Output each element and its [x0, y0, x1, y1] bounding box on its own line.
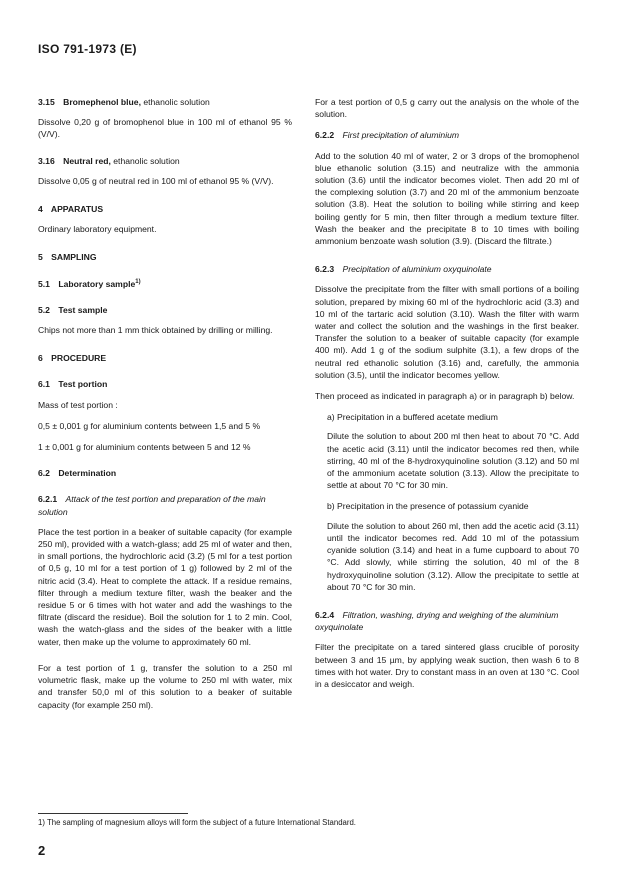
section-5-2-body: Chips not more than 1 mm thick obtained by drilling or milling. — [38, 325, 273, 336]
section-6-2-2-heading: 6.2.2 First precipitation of aluminium — [315, 130, 460, 141]
section-6-2-4-body: Filter the precipitate on a tared sintered glass crucible of porosity between 3 and 15 µm, by applying weak suction, then wash 6 to 8 times with hot water. Dry to constant mass in an oven at 130 °C. Cool in a desiccator and weigh. — [315, 642, 579, 689]
section-6-2-2-body: Add to the solution 40 ml of water, 2 or 3 drops of the bromophenol blue ethanolic solution (3.15) and neutralize with the ammonia solution (3.6) until the indicator becomes violet. Then add 20 ml of the complexing solution (3.7) and 20 ml of the ammonium benzoate solution (3.8). Heat the solution to boiling while stirring and keep boiling gently for 5 min, then filter through a medium texture filter. Wash the beaker and the precipitate 8 to 10 times with boiling ammonium benzoate wash solution (3.9). (Discard the filtrate.) — [315, 150, 579, 247]
procedure-a-heading: a) Precipitation in a buffered acetate medium — [327, 412, 498, 423]
right-intro: For a test portion of 0,5 g carry out the analysis on the whole of the solution. — [315, 97, 579, 120]
section-3-15-body: Dissolve 0,20 g of bromophenol blue in 100 ml of ethanol 95 % (V/V). — [38, 117, 292, 140]
section-3-16-heading: 3.16 Neutral red, ethanolic solution — [38, 155, 180, 166]
section-6-2-3-heading: 6.2.3 Precipitation of aluminium oxyquinolate — [315, 264, 492, 275]
page-number: 2 — [38, 843, 46, 858]
procedure-a-body: Dilute the solution to about 200 ml then heat to about 70 °C. Add the acetic acid (3.11) until the indicator becomes red then, while stirring, 40 ml of the 8-hydroxyquinoline solution (3.12) and 50 ml of the ammonium acetate solution (3.13). Allow the precipitate to settle at about 70 °C for 30 min. — [327, 431, 579, 491]
section-6-2-1-body-1: Place the test portion in a beaker of suitable capacity (for example 250 ml), provided with a watch-glass; add 25 ml of water and then, in small portions, the hydrochloric acid (3.2) (5 ml for a test portion of 0,5 g, 10 ml for a test portion of 1 g) followed by 2 ml of the nitric acid (3.4). Heat to complete the attack. If a residue remains, filter through a medium texture filter, wash the beaker and the residue 5 or 6 times with hot water and add the washings to the filtrate (discard the residue). Boil the solution for 1 to 2 min. Cool, wash the watch-glass and the sides of the beaker with a little water, then make up the volume to approximately 60 ml. — [38, 526, 292, 647]
section-6-1-intro: Mass of test portion : — [38, 399, 118, 410]
section-5-2-heading: 5.2 Test sample — [38, 304, 108, 315]
section-6-1-heading: 6.1 Test portion — [38, 379, 108, 390]
section-6-2-3-body-1: Dissolve the precipitate from the filter with small portions of a boiling solution, prepared by mixing 60 ml of the hydrochloric acid (3.3) and 10 ml of the tartaric acid solution (3.10). Wash the filter with warm water and collect the solution and the washings in the first beaker. Transfer the solution to a beaker of suitable capacity (for example 400 ml). Add 1 g of the sodium sulphite (3.1), a few drops of the neutral red ethanolic solution (3.16) and, carefully, the ammonia solution (3.5), until the indicator becomes yellow. — [315, 284, 579, 380]
section-5-1-heading: 5.1 Laboratory sample$^{1)}$ — [38, 278, 141, 289]
section-6-heading: 6 PROCEDURE — [38, 353, 107, 364]
section-6-2-4-heading: 6.2.4 Filtration, washing, drying and weighing of the aluminium oxyquinolate — [315, 609, 559, 633]
footnote — [38, 818, 356, 828]
left-column — [38, 96, 292, 720]
section-6-1-line-2: 1 ± 0,001 g for aluminium contents between 5 and 12 % — [38, 442, 251, 453]
section-3-15-heading: 3.15 Bromephenol blue, ethanolic solution — [38, 97, 210, 107]
section-3-16-body: Dissolve 0,05 g of neutral red in 100 ml of ethanol 95 % (V/V). — [38, 175, 274, 186]
footnote-divider — [38, 813, 188, 814]
section-6-1-line-1: 0,5 ± 0,001 g for aluminium contents between 1,5 and 5 % — [38, 420, 261, 431]
section-4-body: Ordinary laboratory equipment. — [38, 224, 157, 235]
section-6-2-heading: 6.2 Determination — [38, 468, 117, 479]
right-column — [315, 96, 579, 699]
section-6-2-1-heading: 6.2.1 Attack of the test portion and preparation of the main solution — [38, 494, 266, 517]
footnote-text: The sampling of magnesium alloys will form the subject of a future International Standard. — [46, 818, 356, 827]
section-6-2-1-body-2: For a test portion of 1 g, transfer the solution to a 250 ml volumetric flask, make up the volume to 250 ml with water, mix and transfer 50,0 ml of this solution to a beaker of suitable capacity (for example 250 ml). — [38, 662, 292, 710]
document-header: ISO 791-1973 (E) — [38, 42, 137, 56]
procedure-b-body: Dilute the solution to about 260 ml, then add the acetic acid (3.11) until the indicator becomes red. Add 10 ml of the potassium cyanide solution (3.14) and heat in a fume cupboard to about 70 °C. Add slowly, while stirring the solution, 40 ml of the 8 hydroxyquinoline solution (3.12). Allow the precipitate to settle at about 70 °C for 30 min. — [327, 520, 579, 592]
footnote-reference: 1) — [135, 278, 141, 285]
procedure-b-heading: b) Precipitation in the presence of potassium cyanide — [327, 501, 529, 512]
footnote-mark: 1) — [38, 818, 45, 827]
section-5-heading: 5 SAMPLING — [38, 252, 97, 263]
section-6-2-3-body-2: Then proceed as indicated in paragraph a) or in paragraph b) below. — [315, 391, 575, 402]
section-4-heading: 4 APPARATUS — [38, 204, 104, 215]
